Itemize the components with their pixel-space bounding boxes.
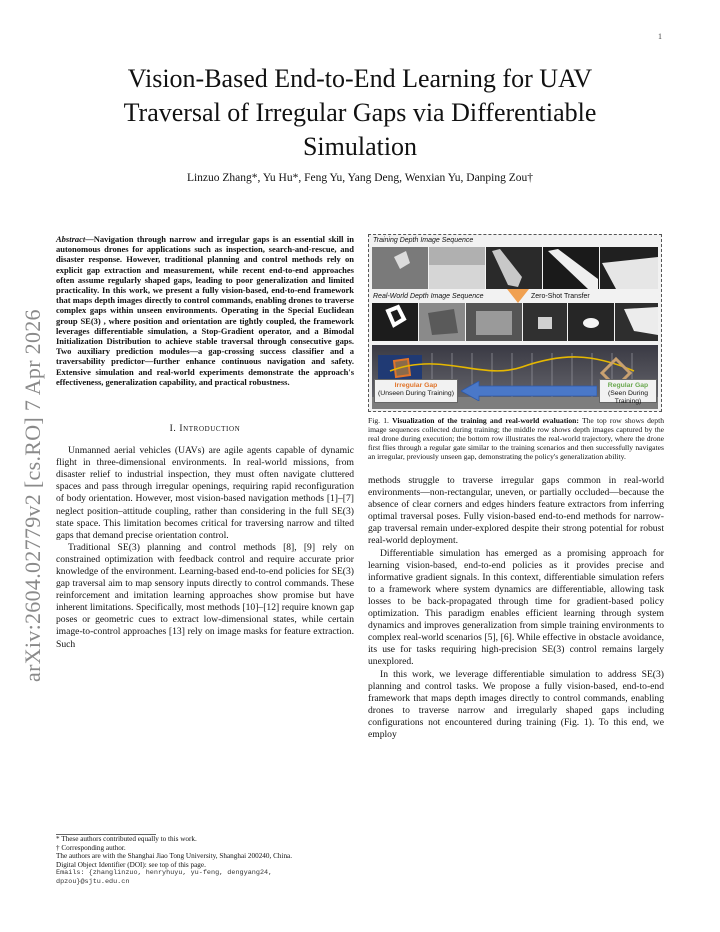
irregular-gap-title: Irregular Gap [394, 382, 438, 389]
author-list: Linzuo Zhang*, Yu Hu*, Feng Yu, Yang Deng, Wenxian Yu, Danping Zou† [186, 172, 534, 184]
paper-title: Vision-Based End-to-End Learning for UAV Traversal of Irregular Gaps via Differentiable Simulation [123, 64, 597, 161]
paragraph: methods struggle to traverse irregular gaps common in real-world environments—non-rectangular, uneven, or partially occluded—because the absence of clear corners and edges hinders feature extractors from inferring optimal traversal poses. Fully vision-based end-to-end methods for narrow-gap traversal remain under-explored despite their strong potential for robust real-world deployment. [368, 475, 664, 547]
footnote-equal-contribution: * These authors contributed equally to this work. [56, 835, 197, 843]
real-world-row-label: Real-World Depth Image Sequence [373, 293, 484, 300]
paragraph: Differentiable simulation has emerged as a promising approach for learning vision-based, end-to-end policies as it provides precise and informative gradient signals. In this context, differentiable simulation refers to a framework where system dynamics are differentiable, allowing task losses to be back-propagated through time for gradient-based policy optimization. This paradigm enables efficient learning through system dynamics and improves generalization from simple training environments to complex real-world scenarios [5], [6]. While effective in obstacle avoidance, its use for tasks requiring high-precision SE(3) control remains largely unexplored. [368, 547, 664, 668]
irregular-gap-box [374, 379, 458, 403]
abstract-lead: Abstract [56, 234, 86, 244]
footnote-doi: Digital Object Identifier (DOI): see top of this page. [56, 860, 206, 869]
training-depth-images [372, 247, 658, 289]
real-world-depth-images [372, 303, 658, 341]
direction-arrow-icon [461, 381, 597, 401]
right-column [368, 234, 664, 741]
paragraph: In this work, we leverage differentiable simulation to address SE(3) planning and control tasks. We propose a fully vision-based, end-to-end framework that maps depth images directly to control commands, enabling drones to traverse narrow and irregularly shaped gaps including configurations not encountered during training (Fig. 1). To this end, we employ [368, 668, 664, 740]
caption-text: The top row shows depth image sequences collected during training; the middle row shows depth images captured by the real drone during execution; the bottom row illustrates the real-world trajectory, where the drone first flies through a regular gate similar to the training scenarios and then successfully navigates an irregular, previously unseen gap, demonstrating the policy's generalization ability. [368, 416, 664, 461]
regular-gap-subtitle: (Seen During Training) [607, 390, 649, 405]
transfer-arrow-icon [507, 289, 529, 303]
footnote-corresponding: † Corresponding author. [56, 843, 126, 852]
figure-1 [368, 234, 662, 412]
footnotes [56, 834, 354, 887]
paragraph: Traditional SE(3) planning and control methods [8], [9] rely on constrained optimization with feedback control and require accurate prior knowledge of the environment. Learning-based end-to-end policies for SE(3) gap traversal aim to map sensory inputs directly to control commands. These reinforcement and imitation learning approaches show promise but have inherent limitations. Specifically, most methods [10]–[12] require known gap poses or geometric cues to extract low-dimensional states, while certain image-to-control approaches [13] rely on image masks for feature extraction. Such [56, 541, 354, 650]
caption-prefix: Fig. 1. [368, 416, 389, 425]
page-number: 1 [658, 32, 662, 41]
introduction-right-text [368, 475, 664, 741]
regular-gap-title: Regular Gap [607, 382, 649, 389]
footnote-emails-1: Emails: {zhanglinzuo, henryhuyu, yu-feng, dengyang24, [56, 869, 273, 878]
arxiv-stamp[interactable]: arXiv:2604.02779v2 [cs.RO] 7 Apr 2026 [20, 309, 45, 682]
left-column [56, 234, 354, 651]
footnote-affiliation: The authors are with the Shanghai Jiao Tong University, Shanghai 200240, China. [56, 852, 293, 861]
section-heading-introduction: I. Introduction [169, 424, 241, 435]
regular-gap-box [599, 379, 657, 403]
figure-1-caption [368, 416, 664, 461]
zero-shot-transfer-label: Zero-Shot Transfer [531, 293, 590, 300]
abstract [56, 234, 354, 387]
introduction-left-text [56, 445, 354, 651]
caption-bold: Visualization of the training and real-world evaluation: [392, 416, 579, 425]
training-row-label: Training Depth Image Sequence [373, 237, 474, 244]
abstract-text: —Navigation through narrow and irregular gaps is an essential skill in autonomous drones for applications such as inspection, search-and-rescue, and disaster response. However, traditional planning and control methods rely on explicit gap extraction and measurement, while recent end-to-end approaches often assume regularly shaped gaps, leading to poor generalization and limited practicality. In this work, we present a fully vision-based, end-to-end framework that maps depth images directly to control commands, enabling drones to traverse complex gaps within unseen environments. Operating in the Special Euclidean group SE(3) , where position and orientation are tightly coupled, the framework leverages differentiable simulation, a Stop-Gradient operator, and a Bimodal Initialization Distribution to achieve stable traversal through consecutive gaps. Two auxiliary prediction modules—a gap-crossing success classifier and a traversability predictor—further enhance continuous navigation and safety. Extensive simulation and real-world experiments demonstrate the approach's effectiveness, generalization capability, and practical robustness. [56, 234, 354, 387]
irregular-gap-subtitle: (Unseen During Training) [378, 390, 454, 397]
footnote-emails-2: dpzou}@sjtu.edu.cn [56, 877, 130, 886]
paragraph: Unmanned aerial vehicles (UAVs) are agile agents capable of dynamic flight in three-dimensional environments. In real-world missions, from disaster relief to industrial inspection, they must often navigate cluttered spaces and pass through irregular openings, requiring rapid reconfiguration of body orientation. However, most vision-based navigation methods [1]–[7] neglect position–attitude coupling, rather than considering in the full SE(3) state space. This limitation becomes critical for traversing narrow and tilted gaps that demand precise orientation control. [56, 445, 354, 541]
